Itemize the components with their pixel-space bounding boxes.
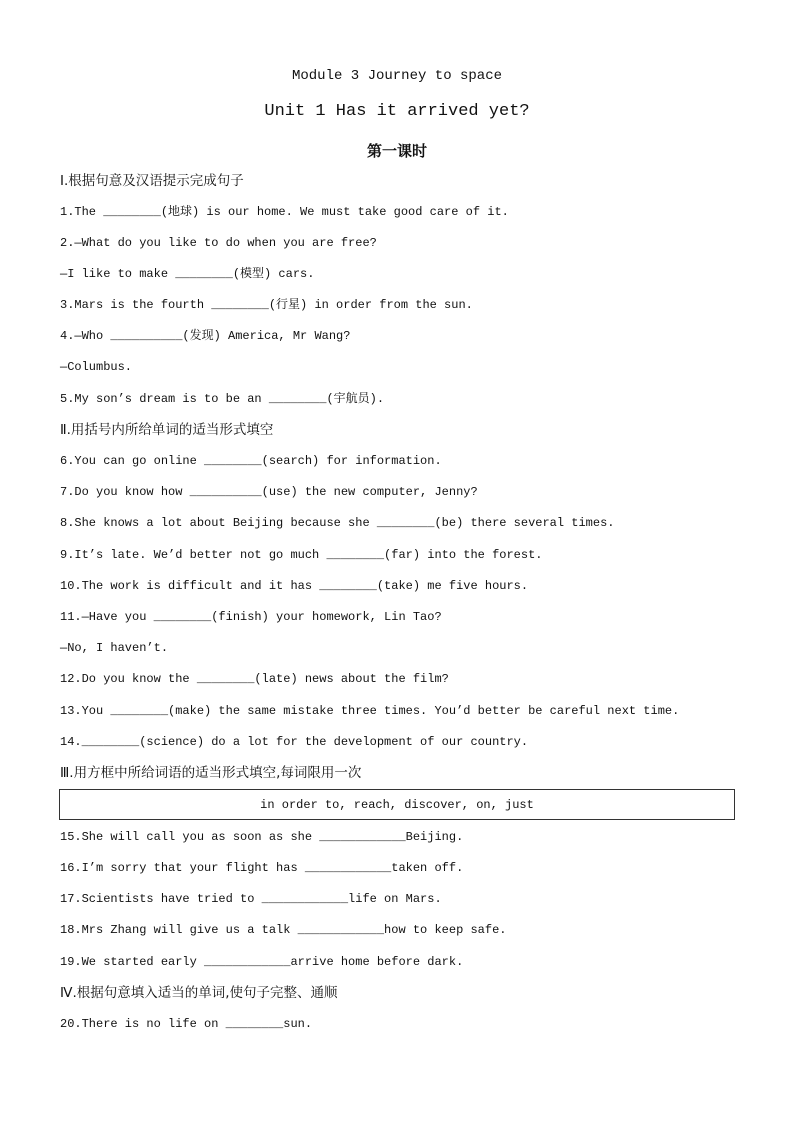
question-line: 18.Mrs Zhang will give us a talk ____________how to keep safe. — [60, 923, 507, 937]
section-title-3: Ⅲ.用方框中所给词语的适当形式填空,每词限用一次 — [60, 765, 362, 781]
question-line: —I like to make ________(模型) cars. — [60, 267, 315, 281]
question-line: 14.________(science) do a lot for the development of our country. — [60, 735, 529, 749]
module-title: Module 3 Journey to space — [291, 68, 503, 84]
question-line: 7.Do you know how __________(use) the new computer, Jenny? — [60, 485, 478, 499]
section-title-1: Ⅰ.根据句意及汉语提示完成句子 — [60, 173, 244, 189]
question-line: —Columbus. — [60, 360, 133, 374]
section-title-4: Ⅳ.根据句意填入适当的单词,使句子完整、通顺 — [60, 985, 338, 1001]
question-line: 12.Do you know the ________(late) news about the film? — [60, 672, 449, 686]
question-line: 9.It’s late. We’d better not go much ________(far) into the forest. — [60, 548, 543, 562]
section-title-2: Ⅱ.用括号内所给单词的适当形式填空 — [60, 422, 274, 438]
question-line: 8.She knows a lot about Beijing because she ________(be) there several times. — [60, 516, 615, 530]
question-line: 11.—Have you ________(finish) your homework, Lin Tao? — [60, 610, 442, 624]
question-line: 16.I’m sorry that your flight has ____________taken off. — [60, 861, 464, 875]
question-line: —No, I haven’t. — [60, 641, 169, 655]
question-line: 2.—What do you like to do when you are free? — [60, 236, 377, 250]
question-line: 17.Scientists have tried to ____________life on Mars. — [60, 892, 442, 906]
word-box-text: in order to, reach, discover, on, just — [260, 797, 534, 812]
question-line: 3.Mars is the fourth ________(行星) in order from the sun. — [60, 298, 473, 312]
question-line: 1.The ________(地球) is our home. We must take good care of it. — [60, 205, 509, 219]
lesson-title: 第一课时 — [366, 142, 427, 160]
question-line: 19.We started early ____________arrive home before dark. — [60, 955, 464, 969]
question-line: 5.My son’s dream is to be an ________(宇航员). — [60, 392, 385, 406]
word-box — [59, 789, 735, 820]
question-line: 10.The work is difficult and it has ________(take) me five hours. — [60, 579, 529, 593]
question-line: 15.She will call you as soon as she ____________Beijing. — [60, 830, 464, 844]
question-line: 20.There is no life on ________sun. — [60, 1017, 313, 1031]
question-line: 4.—Who __________(发现) America, Mr Wang? — [60, 329, 351, 343]
question-line: 13.You ________(make) the same mistake three times. You’d better be careful next time. — [60, 704, 680, 718]
unit-title: Unit 1 Has it arrived yet? — [264, 102, 530, 121]
question-line: 6.You can go online ________(search) for information. — [60, 454, 442, 468]
